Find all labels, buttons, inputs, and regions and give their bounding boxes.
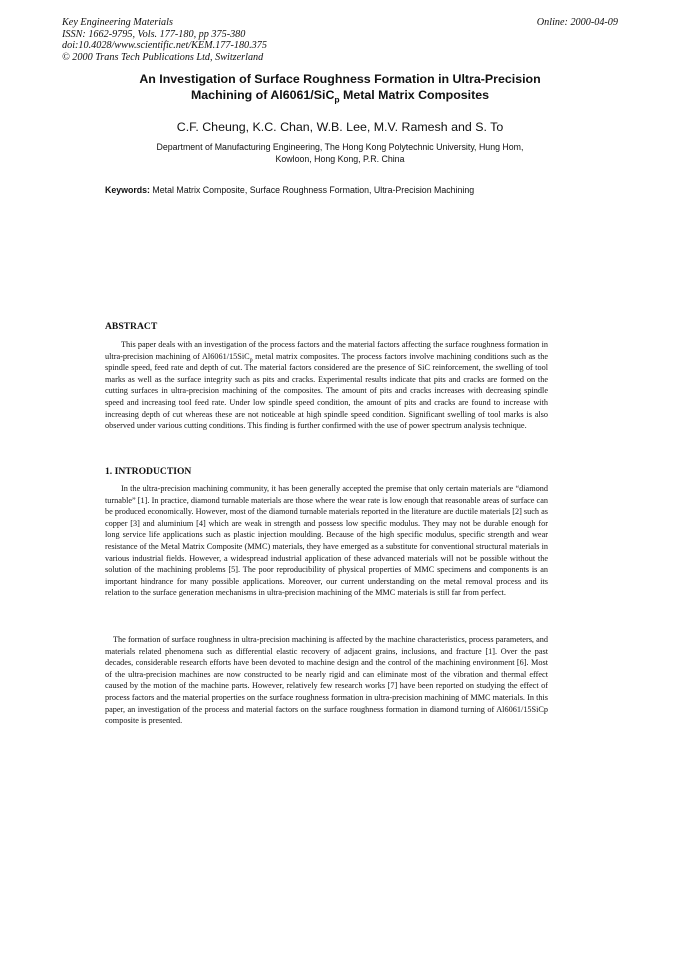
keywords-label: Keywords: [105, 185, 150, 195]
affiliation [90, 142, 590, 165]
introduction-paragraph-1: In the ultra-precision machining community, it has been generally accepted the premise that only certain materials are “diamond turnable” [1]. In practice, diamond turnable materials are those where the wear rate is low enough that reasonable areas of surface can be produced economically. However, most of the diamond turnable materials reported in the literature are ductile materials [2] such as copper [3] and aluminium [4] which are weak in strength and possess low specific modulus. They may not be durable enough for long service life applications such as plastic injection moulding. Because of the high specific modulus, specific strength and wear resistance of the Metal Matrix Composite (MMC) materials, they have emerged as a substitute for conventional structural materials in various industrial fields. However, a widespread industrial application of these advanced materials will not be possible without the solution of the machining problems [5]. The poor reproducibility of physical properties of MMC specimens and components is an important hindrance for many possible applications. Moreover, our current understanding on the metal removal process and its relation to the surface generation mechanisms in ultra-precision machining of the MMC materials is still far from perfect. [105, 484, 548, 598]
citation-header [62, 17, 362, 63]
abstract-paragraph: This paper deals with an investigation of the process factors and the material factors affecting the surface roughness formation in ultra-precision machining of Al6061/15SiC$_p$ metal matrix composites. The process factors involve machining conditions such as the spindle speed, feed rate and depth of cut. The material factors considered are the presence of SiC reinforcement, the swelling of tool marks as well as the surface integrity such as pits and cracks. Experimental results indicate that pits and cracks are formed on the cutting surfaces in ultra-precision machining of the composites. The amount of pits and cracks increases with decreasing spindle speed and increasing tool feed rate. Under low spindle speed condition, the amount of pits and cracks are found to increase with increasing depth of cut whereas these are not noticeable at high spindle speed condition. Significant swelling of tool marks is also observed under various cutting conditions. This finding is further confirmed with the use of power spectrum analysis technique. [105, 340, 548, 431]
introduction-heading: 1. INTRODUCTION [105, 466, 192, 477]
title-line-1: An Investigation of Surface Roughness Formation in Ultra-Precision [139, 72, 541, 86]
online-date: Online: 2000-04-09 [536, 17, 618, 28]
introduction-paragraph-2: The formation of surface roughness in ultra-precision machining is affected by the machine characteristics, process parameters, and materials related phenomena such as differential elastic recovery of adjacent grains, inclusions, and fracture [1]. Over the past decades, considerable research efforts have been devoted to machine design and the control of the machining environment [6]. Most of the ultra-precision machines are now constructed to be nearly rigid and can eliminate most of the vibration and thermal effect caused by the motion of the machine parts. However, relatively few research works [7] have been reported on studying the effect of process factors and the material properties on the surface roughness formation in ultra-precision machining of MMC materials. In this paper, an investigation of the process and material factors on the surface roughness formation in diamond turning of Al6061/15SiCp composite is presented. [105, 635, 548, 726]
keywords-text: Metal Matrix Composite, Surface Roughness Formation, Ultra-Precision Machining [149, 185, 475, 195]
copyright-line: © 2000 Trans Tech Publications Ltd, Switzerland [62, 51, 264, 63]
paper-title [70, 72, 610, 107]
author-list: C.F. Cheung, K.C. Chan, W.B. Lee, M.V. Ramesh and S. To [176, 120, 504, 134]
issn-line: ISSN: 1662-9795, Vols. 177-180, pp 375-380 [62, 28, 246, 40]
doi-line: doi:10.4028/www.scientific.net/KEM.177-180.375 [62, 40, 267, 52]
title-line-2: Machining of Al6061/SiC$_p$ Metal Matrix Composites [190, 87, 490, 104]
affiliation-line-1: Department of Manufacturing Engineering, The Hong Kong Polytechnic University, Hung Hom, [156, 142, 524, 152]
abstract-heading: ABSTRACT [105, 321, 158, 332]
keywords [105, 185, 585, 196]
affiliation-line-2: Kowloon, Hong Kong, P.R. China [275, 153, 405, 164]
journal-name: Key Engineering Materials [62, 17, 173, 28]
